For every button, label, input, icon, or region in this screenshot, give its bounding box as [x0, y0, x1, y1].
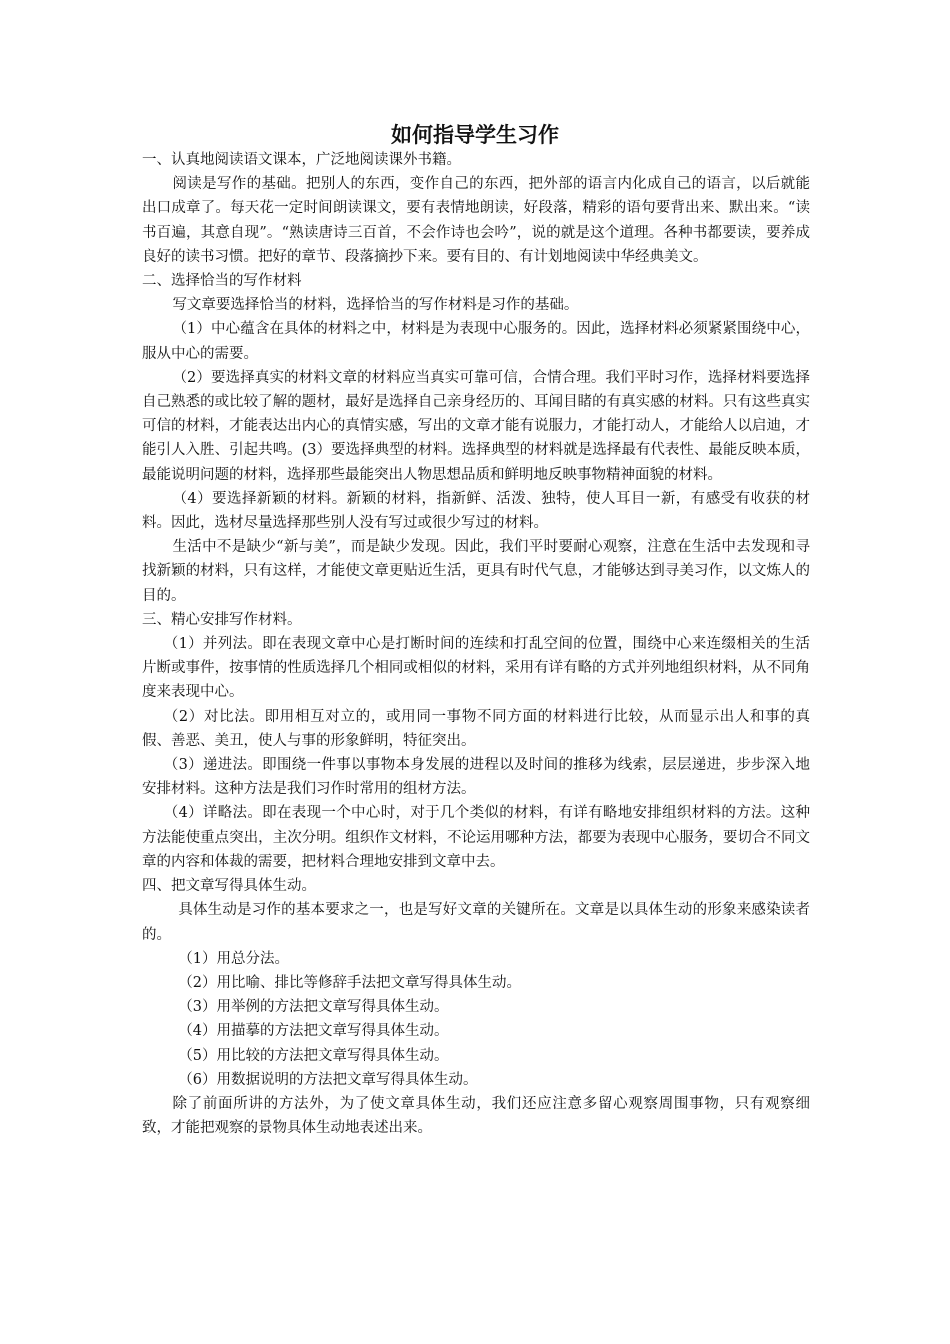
paragraph: （1）中心蕴含在具体的材料之中，材料是为表现中心服务的。因此，选择材料必须紧紧围绕中心，服从中心的需要。: [142, 321, 810, 362]
paragraph: （2）对比法。即用相互对立的，或用同一事物不同方面的材料进行比较，从而显示出人和事的真假、善恶、美丑，使人与事的形象鲜明，特征突出。: [142, 708, 810, 749]
paragraph: 二、选择恰当的写作材料: [142, 273, 302, 290]
paragraph: （3）用举例的方法把文章写得具体生动。: [178, 999, 449, 1016]
paragraph: （5）用比较的方法把文章写得具体生动。: [178, 1047, 449, 1064]
paragraph: 一、认真地阅读语文课本，广泛地阅读课外书籍。: [142, 152, 461, 168]
paragraph: （3）递进法。即围绕一件事以事物本身发展的进程以及时间的推移为线索，层层递进，步步深入地安排材料。这种方法是我们习作时常用的组材方法。: [142, 757, 810, 798]
paragraph: （4）要选择新颖的材料。新颖的材料，指新鲜、活泼、独特，使人耳目一新，有感受有收获的材料。因此，选材尽量选择那些别人没有写过或很少写过的材料。: [142, 490, 810, 532]
paragraph: （1）并列法。即在表现文章中心是打断时间的连续和打乱空间的位置，围绕中心来连缀相关的生活片断或事件，按事情的性质选择几个相同或相似的材料，采用有详有略的方式并列地组织材料，从不同角度来表现中心。: [142, 636, 810, 701]
paragraph: 写文章要选择恰当的材料，选择恰当的写作材料是习作的基础。: [172, 297, 579, 314]
paragraph: 四、把文章写得具体生动。: [142, 878, 316, 895]
document-body: [142, 148, 810, 1140]
paragraph: 除了前面所讲的方法外，为了使文章具体生动，我们还应注意多留心观察周围事物，只有观察细致，才能把观察的景物具体生动地表述出来。: [142, 1095, 810, 1137]
paragraph: 生活中不是缺少“新与美”，而是缺少发现。因此，我们平时要耐心观察，注意在生活中去发现和寻找新颖的材料，只有这样，才能使文章更贴近生活，更具有时代气息，才能够达到寻美习作，以文炼人的目的。: [142, 539, 810, 604]
paragraph: 具体生动是习作的基本要求之一，也是写好文章的关键所在。文章是以具体生动的形象来感染读者的。: [142, 902, 810, 943]
paragraph: （1）用总分法。: [178, 950, 289, 967]
paragraph: （2）要选择真实的材料文章的材料应当真实可靠可信，合情合理。我们平时习作，选择材料要选择自己熟悉的或比较了解的题材，最好是选择自己亲身经历的、耳闻目睹的有真实感的材料。只有这些真实可信的材料，才能表达出内心的真情实感，写出的文章才能有说服力，才能打动人，才能给人以启迪，才能引人入胜、引起共鸣。(3）要选择典型的材料。选择典型的材料就是选择最有代表性、最能反映本质，最能说明问题的材料，选择那些最能突出人物思想品质和鲜明地反映事物精神面貌的材料。: [142, 369, 810, 483]
paragraph: 三、精心安排写作材料。: [142, 611, 302, 628]
paragraph: （6）用数据说明的方法把文章写得具体生动。: [178, 1071, 478, 1088]
paragraph: （4）详略法。即在表现一个中心时，对于几个类似的材料，有详有略地安排组织材料的方法。这种方法能使重点突出，主次分明。组织作文材料，不论运用哪种方法，都要为表现中心服务，要切合不同文章的内容和体裁的需要，把材料合理地安排到文章中去。: [142, 805, 810, 870]
paragraph: 阅读是写作的基础。把别人的东西，变作自己的东西，把外部的语言内化成自己的语言，以后就能出口成章了。每天花一定时间朗读课文，要有表情地朗读，好段落，精彩的语句要背出来、默出来。“读书百遍，其意自现”。“熟读唐诗三百首，不会作诗也会吟”，说的就是这个道理。各种书都要读，要养成良好的读书习惯。把好的章节、段落摘抄下来。要有目的、有计划地阅读中华经典美文。: [142, 176, 810, 265]
paragraph: （4）用描摹的方法把文章写得具体生动。: [178, 1023, 449, 1040]
paragraph: （2）用比喻、排比等修辞手法把文章写得具体生动。: [178, 974, 521, 991]
document-title: 如何指导学生习作: [391, 123, 559, 147]
